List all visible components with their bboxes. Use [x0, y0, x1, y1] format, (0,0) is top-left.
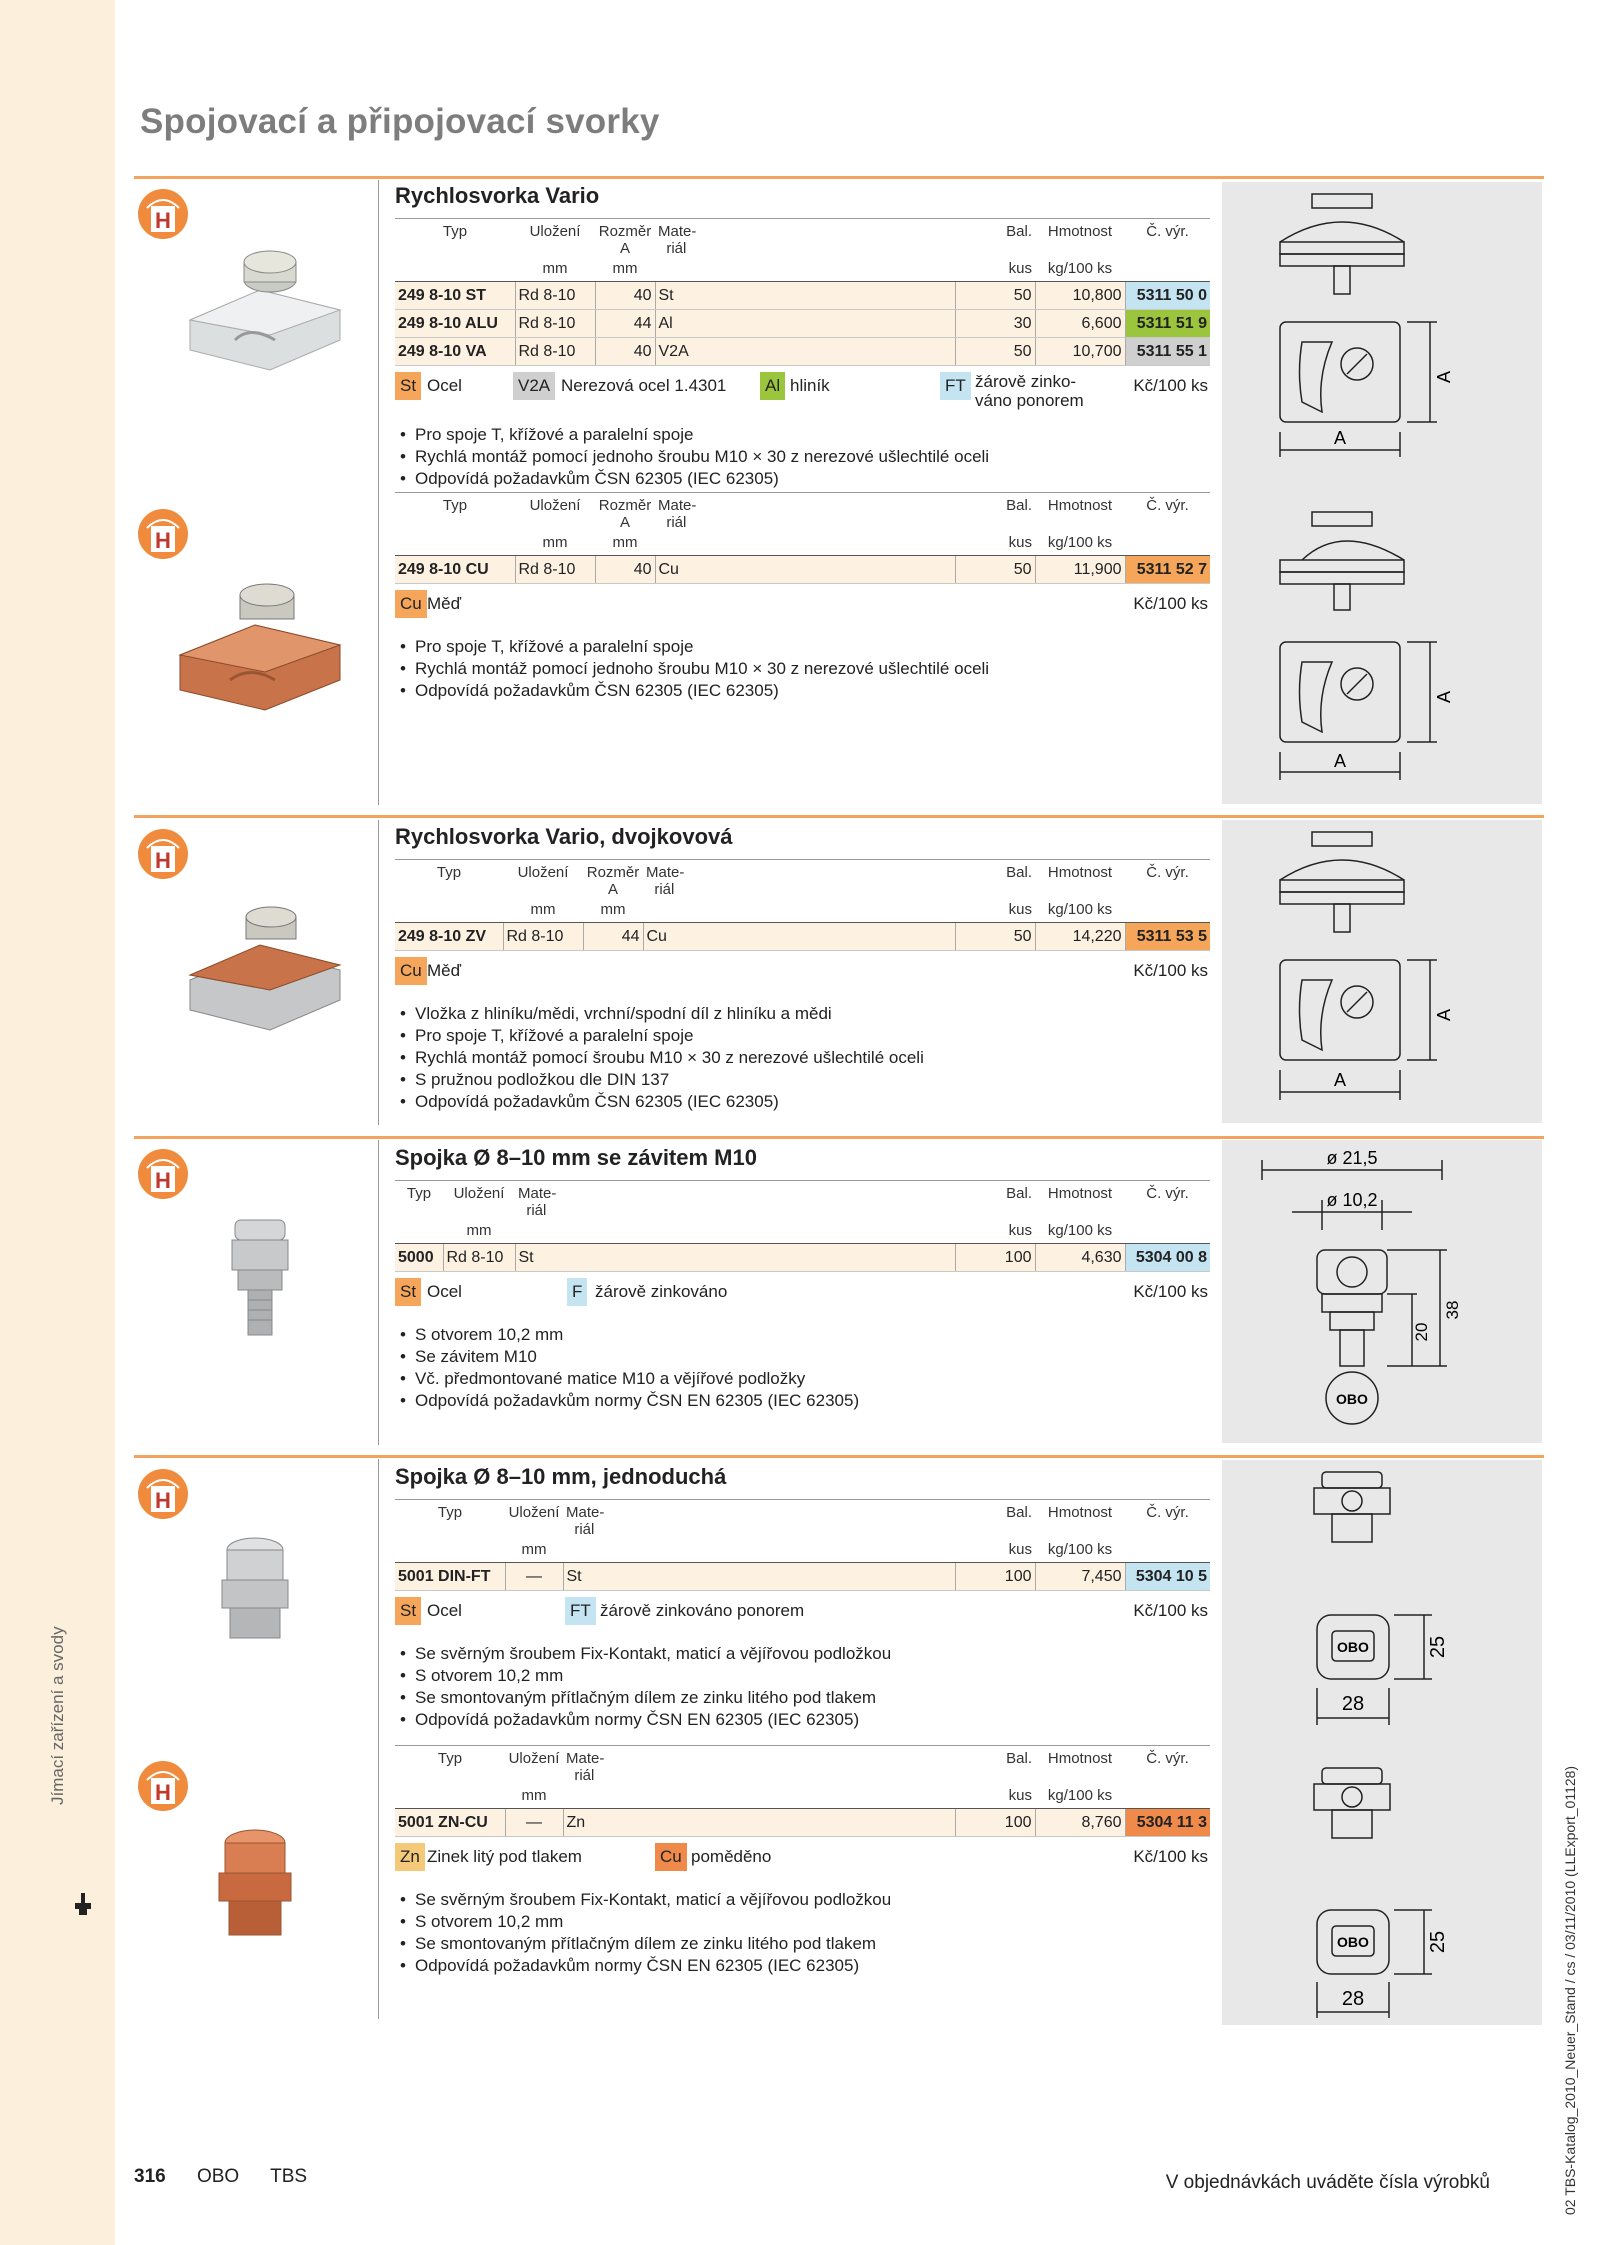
- legend-text: Měď: [427, 594, 462, 613]
- header-rozmer: Rozměr A: [583, 860, 643, 899]
- price-unit: Kč/100 ks: [1133, 961, 1208, 980]
- header-hmotnost: Hmotnost: [1035, 1181, 1125, 1220]
- cell-bal: 100: [955, 1563, 1035, 1591]
- list-item: • Odpovídá požadavkům ČSN 62305 (IEC 62305): [395, 680, 1210, 702]
- cell-bal: 100: [955, 1809, 1035, 1837]
- cell-ulozeni: Rd 8-10: [515, 282, 595, 310]
- product-photo-coupler-simple: [210, 1535, 300, 1655]
- dimension-label: A: [1434, 1008, 1454, 1022]
- section-rychlosvorka-dvojkovova: [395, 823, 1210, 1113]
- unit-kg: kg/100 ks: [1035, 1538, 1125, 1563]
- section-rule: [134, 815, 1544, 818]
- header-cvyr: Č. výr.: [1125, 219, 1210, 258]
- table-units-row: [395, 1219, 1210, 1244]
- table-row: [395, 1563, 1210, 1591]
- cell-rozmer: 40: [595, 338, 655, 366]
- cell-rozmer: 40: [595, 282, 655, 310]
- header-ulozeni: Uložení: [515, 219, 595, 258]
- header-ulozeni: Uložení: [515, 493, 595, 532]
- header-hmotnost: Hmotnost: [1035, 1746, 1125, 1785]
- cell-hmotnost: 7,450: [1035, 1563, 1125, 1591]
- cell-rozmer: 44: [583, 923, 643, 951]
- header-ulozeni: Uložení: [505, 1500, 563, 1539]
- list-item: • Se smontovaným přítlačným dílem ze zinku litého pod tlakem: [395, 1933, 1210, 1955]
- dimension-label: 25: [1427, 1635, 1449, 1659]
- feature-list: [395, 636, 1210, 702]
- cell-ulozeni: —: [505, 1809, 563, 1837]
- header-material: Mate- riál: [643, 860, 955, 899]
- list-item: • Odpovídá požadavkům ČSN 62305 (IEC 62305): [395, 1091, 1210, 1113]
- cell-typ: 5000: [395, 1244, 443, 1272]
- feature-list: [395, 424, 1210, 490]
- table-row: [395, 282, 1210, 310]
- drawing-panel: [1222, 182, 1542, 804]
- table-header-row: [395, 1746, 1210, 1785]
- legend-chip: Zn: [395, 1843, 425, 1871]
- unit-kg: kg/100 ks: [1035, 1219, 1125, 1244]
- section-title: Spojka Ø 8–10 mm, jednoduchá: [395, 1464, 727, 1489]
- header-bal: Bal.: [955, 219, 1035, 258]
- lightning-rod-icon: [73, 1893, 93, 1915]
- feature-list: [395, 1003, 1210, 1113]
- feature-list: [395, 1643, 1210, 1731]
- list-item: • Odpovídá požadavkům normy ČSN EN 62305 (IEC 62305): [395, 1955, 1210, 1977]
- list-item: • Odpovídá požadavkům ČSN 62305 (IEC 62305): [395, 468, 1210, 490]
- header-rozmer: Rozměr A: [595, 493, 655, 532]
- unit-kus: kus: [955, 1538, 1035, 1563]
- footer-series: TBS: [270, 2166, 308, 2187]
- material-legend: [395, 1597, 1210, 1637]
- spec-table: [395, 1499, 1210, 1591]
- section-rule: [134, 176, 1544, 179]
- header-ulozeni: Uložení: [503, 860, 583, 899]
- feature-list: [395, 1889, 1210, 1977]
- cell-rozmer: 40: [595, 556, 655, 584]
- section-rule: [134, 1455, 1544, 1458]
- unit-mm: mm: [515, 257, 595, 282]
- side-section-label: Jímací zařízení a svody: [48, 1626, 67, 1805]
- list-item: • Se svěrným šroubem Fix-Kontakt, maticí a vějířovou podložkou: [395, 1889, 1210, 1911]
- header-ulozeni: Uložení: [505, 1746, 563, 1785]
- legend-chip: St: [395, 1278, 421, 1306]
- section-spojka-m10: [395, 1144, 1210, 1412]
- section-title: Spojka Ø 8–10 mm se závitem M10: [395, 1145, 757, 1170]
- legend-text: Ocel: [427, 1601, 462, 1620]
- price-unit: Kč/100 ks: [1133, 1847, 1208, 1866]
- list-item: • S otvorem 10,2 mm: [395, 1665, 1210, 1687]
- section-title: Rychlosvorka Vario: [395, 183, 600, 208]
- list-item: • Rychlá montáž pomocí jednoho šroubu M10 × 30 z nerezové ušlechtilé oceli: [395, 446, 1210, 468]
- cell-material: V2A: [655, 338, 955, 366]
- list-item: • Pro spoje T, křížové a paralelní spoje: [395, 1025, 1210, 1047]
- cell-bal: 50: [955, 338, 1035, 366]
- header-bal: Bal.: [955, 1746, 1035, 1785]
- list-item: • Vč. předmontované matice M10 a vějířové podložky: [395, 1368, 1210, 1390]
- unit-mm: mm: [443, 1219, 515, 1244]
- cell-bal: 50: [955, 923, 1035, 951]
- table-units-row: [395, 257, 1210, 282]
- header-cvyr: Č. výr.: [1125, 493, 1210, 532]
- legend-text: Ocel: [427, 376, 462, 395]
- list-item: • Rychlá montáž pomocí šroubu M10 × 30 z nerezové ušlechtilé oceli: [395, 1047, 1210, 1069]
- cell-material: Zn: [563, 1809, 955, 1837]
- h-badge-icon: [137, 188, 189, 240]
- cell-typ: 249 8-10 ST: [395, 282, 515, 310]
- h-badge-icon: [137, 508, 189, 560]
- column-divider: [378, 180, 379, 805]
- table-header-row: [395, 860, 1210, 899]
- unit-mm: mm: [583, 898, 643, 923]
- cell-bal: 30: [955, 310, 1035, 338]
- list-item: • Pro spoje T, křížové a paralelní spoje: [395, 424, 1210, 446]
- dimension-label: A: [1434, 690, 1454, 704]
- price-unit: Kč/100 ks: [1133, 376, 1208, 395]
- header-hmotnost: Hmotnost: [1035, 219, 1125, 258]
- unit-kus: kus: [955, 1219, 1035, 1244]
- unit-mm: mm: [505, 1538, 563, 1563]
- cell-material: Cu: [655, 556, 955, 584]
- list-item: • Rychlá montáž pomocí jednoho šroubu M10 × 30 z nerezové ušlechtilé oceli: [395, 658, 1210, 680]
- page-number: 316: [134, 2166, 166, 2187]
- svg-text:H: H: [155, 1488, 171, 1513]
- cell-ulozeni: Rd 8-10: [503, 923, 583, 951]
- legend-chip: St: [395, 1597, 421, 1625]
- material-legend: [395, 372, 1210, 418]
- spec-table: [395, 218, 1210, 366]
- header-hmotnost: Hmotnost: [1035, 1500, 1125, 1539]
- legend-text: poměděno: [691, 1847, 772, 1866]
- table-header-row: [395, 1500, 1210, 1539]
- legend-chip: Cu: [655, 1843, 687, 1871]
- unit-kus: kus: [955, 1784, 1035, 1809]
- svg-text:H: H: [155, 208, 171, 233]
- footer-left: [134, 2166, 333, 2188]
- cell-ulozeni: Rd 8-10: [515, 338, 595, 366]
- cell-bal: 100: [955, 1244, 1035, 1272]
- header-material: Mate- riál: [655, 493, 955, 532]
- legend-chip: St: [395, 372, 421, 400]
- cell-typ: 249 8-10 VA: [395, 338, 515, 366]
- section-rule: [134, 1136, 1544, 1139]
- legend-chip: Cu: [395, 957, 427, 985]
- header-material: Mate- riál: [655, 219, 955, 258]
- cell-article-number: 5311 51 9: [1125, 310, 1210, 338]
- legend-chip: FT: [940, 372, 971, 400]
- legend-chip: Al: [760, 372, 785, 400]
- header-typ: Typ: [395, 1746, 505, 1785]
- product-photo-vario-copper: [170, 570, 350, 720]
- header-cvyr: Č. výr.: [1125, 860, 1210, 899]
- unit-mm: mm: [505, 1784, 563, 1809]
- table-header-row: [395, 219, 1210, 258]
- legend-text: žárově zinkováno ponorem: [600, 1601, 805, 1620]
- cell-article-number: 5311 55 1: [1125, 338, 1210, 366]
- cell-typ: 5001 DIN-FT: [395, 1563, 505, 1591]
- cell-rozmer: 44: [595, 310, 655, 338]
- cell-ulozeni: Rd 8-10: [443, 1244, 515, 1272]
- header-cvyr: Č. výr.: [1125, 1746, 1210, 1785]
- list-item: • Odpovídá požadavkům normy ČSN EN 62305 (IEC 62305): [395, 1709, 1210, 1731]
- legend-chip: Cu: [395, 590, 427, 618]
- header-typ: Typ: [395, 1500, 505, 1539]
- table-units-row: [395, 531, 1210, 556]
- header-typ: Typ: [395, 493, 515, 532]
- material-legend: [395, 590, 1210, 630]
- svg-text:H: H: [155, 1168, 171, 1193]
- header-bal: Bal.: [955, 493, 1035, 532]
- cell-ulozeni: Rd 8-10: [515, 556, 595, 584]
- header-typ: Typ: [395, 860, 503, 899]
- cell-hmotnost: 11,900: [1035, 556, 1125, 584]
- header-ulozeni: Uložení: [443, 1181, 515, 1220]
- cell-article-number: 5311 50 0: [1125, 282, 1210, 310]
- cell-bal: 50: [955, 556, 1035, 584]
- header-material: Mate- riál: [563, 1746, 955, 1785]
- technical-drawing-vario: [1222, 182, 1542, 804]
- header-material: Mate- riál: [563, 1500, 955, 1539]
- cell-hmotnost: 10,700: [1035, 338, 1125, 366]
- footer-brand: OBO: [196, 2166, 240, 2187]
- material-legend: [395, 1843, 1210, 1883]
- h-badge-icon: [137, 1760, 189, 1812]
- dimension-label: 20: [1412, 1322, 1431, 1342]
- legend-chip: FT: [565, 1597, 596, 1625]
- dimension-label: A: [1333, 428, 1347, 448]
- cell-hmotnost: 8,760: [1035, 1809, 1125, 1837]
- cell-article-number: 5304 10 5: [1125, 1563, 1210, 1591]
- header-hmotnost: Hmotnost: [1035, 860, 1125, 899]
- table-row: [395, 338, 1210, 366]
- table-row: [395, 1244, 1210, 1272]
- legend-text: žárově zinko- váno ponorem: [975, 372, 1084, 410]
- cell-article-number: 5304 11 3: [1125, 1809, 1210, 1837]
- spec-table: [395, 1745, 1210, 1837]
- cell-material: Al: [655, 310, 955, 338]
- cell-typ: 249 8-10 ALU: [395, 310, 515, 338]
- cell-article-number: 5311 53 5: [1125, 923, 1210, 951]
- feature-list: [395, 1324, 1210, 1412]
- unit-kg: kg/100 ks: [1035, 531, 1125, 556]
- production-note: 02 TBS-Katalog_2010_Neuer_Stand / cs / 03/11/2010 (LLExport_01128): [1562, 1765, 1578, 2215]
- cell-article-number: 5304 00 8: [1125, 1244, 1210, 1272]
- svg-text:H: H: [155, 848, 171, 873]
- h-badge-icon: [137, 828, 189, 880]
- header-typ: Typ: [395, 219, 515, 258]
- legend-text: Ocel: [427, 1282, 462, 1301]
- cell-typ: 5001 ZN-CU: [395, 1809, 505, 1837]
- price-unit: Kč/100 ks: [1133, 1282, 1208, 1301]
- header-bal: Bal.: [955, 1500, 1035, 1539]
- table-header-row: [395, 1181, 1210, 1220]
- material-legend: [395, 957, 1210, 997]
- spec-table: [395, 859, 1210, 951]
- cell-typ: 249 8-10 CU: [395, 556, 515, 584]
- unit-kg: kg/100 ks: [1035, 1784, 1125, 1809]
- cell-hmotnost: 14,220: [1035, 923, 1125, 951]
- unit-kg: kg/100 ks: [1035, 898, 1125, 923]
- section-title: Rychlosvorka Vario, dvojkovová: [395, 824, 733, 849]
- product-photo-coupler-copper: [205, 1825, 305, 1950]
- table-row: [395, 310, 1210, 338]
- legend-text: hliník: [790, 376, 830, 395]
- price-unit: Kč/100 ks: [1133, 594, 1208, 613]
- column-divider: [378, 820, 379, 1125]
- list-item: • S otvorem 10,2 mm: [395, 1911, 1210, 1933]
- header-hmotnost: Hmotnost: [1035, 493, 1125, 532]
- list-item: • S pružnou podložkou dle DIN 137: [395, 1069, 1210, 1091]
- list-item: • Se závitem M10: [395, 1346, 1210, 1368]
- list-item: • Se smontovaným přítlačným dílem ze zinku litého pod tlakem: [395, 1687, 1210, 1709]
- cell-hmotnost: 10,800: [1035, 282, 1125, 310]
- cell-typ: 249 8-10 ZV: [395, 923, 503, 951]
- cell-material: St: [655, 282, 955, 310]
- drawing-panel: [1222, 1140, 1542, 1443]
- cell-material: St: [515, 1244, 955, 1272]
- cell-article-number: 5311 52 7: [1125, 556, 1210, 584]
- left-margin-strip: [0, 0, 115, 2245]
- header-cvyr: Č. výr.: [1125, 1500, 1210, 1539]
- unit-mm: mm: [503, 898, 583, 923]
- obo-logo-mark: OBO: [1336, 1391, 1368, 1407]
- product-photo-vario-clamp: [180, 240, 350, 380]
- dimension-label: ø 10,2: [1326, 1190, 1378, 1210]
- header-bal: Bal.: [955, 1181, 1035, 1220]
- cell-ulozeni: Rd 8-10: [515, 310, 595, 338]
- svg-text:H: H: [155, 528, 171, 553]
- cell-material: St: [563, 1563, 955, 1591]
- table-units-row: [395, 1784, 1210, 1809]
- technical-drawing-bimetal: [1222, 820, 1542, 1123]
- unit-mm: mm: [595, 257, 655, 282]
- column-divider: [378, 1140, 379, 1445]
- svg-text:H: H: [155, 1780, 171, 1805]
- material-legend: [395, 1278, 1210, 1318]
- unit-mm: mm: [595, 531, 655, 556]
- unit-kus: kus: [955, 898, 1035, 923]
- dimension-label: 28: [1341, 1693, 1365, 1715]
- spec-table: [395, 492, 1210, 584]
- column-divider: [378, 1459, 379, 2019]
- legend-chip: F: [567, 1278, 587, 1306]
- table-row: [395, 556, 1210, 584]
- dimension-label: A: [1333, 1070, 1347, 1090]
- table-units-row: [395, 1538, 1210, 1563]
- dimension-label: A: [1434, 370, 1454, 384]
- unit-kus: kus: [955, 257, 1035, 282]
- dimension-label: 38: [1443, 1300, 1462, 1320]
- legend-text: Měď: [427, 961, 462, 980]
- technical-drawing-coupler-simple: [1222, 1460, 1542, 2025]
- legend-text: Zinek litý pod tlakem: [427, 1847, 582, 1866]
- list-item: • Se svěrným šroubem Fix-Kontakt, maticí a vějířovou podložkou: [395, 1643, 1210, 1665]
- dimension-label: 28: [1341, 1988, 1365, 2010]
- legend-text: Nerezová ocel 1.4301: [561, 376, 727, 395]
- product-photo-bimetal-clamp: [180, 895, 350, 1035]
- section-rychlosvorka-vario: [395, 182, 1210, 702]
- cell-hmotnost: 6,600: [1035, 310, 1125, 338]
- table-header-row: [395, 493, 1210, 532]
- header-material: Mate- riál: [515, 1181, 955, 1220]
- header-cvyr: Č. výr.: [1125, 1181, 1210, 1220]
- h-badge-icon: [137, 1148, 189, 1200]
- cell-ulozeni: —: [505, 1563, 563, 1591]
- unit-kus: kus: [955, 531, 1035, 556]
- product-photo-coupler-m10: [220, 1215, 300, 1345]
- technical-drawing-coupler-m10: [1222, 1140, 1542, 1443]
- cell-material: Cu: [643, 923, 955, 951]
- drawing-panel: [1222, 820, 1542, 1123]
- cell-bal: 50: [955, 282, 1035, 310]
- obo-logo-mark: OBO: [1337, 1639, 1369, 1655]
- drawing-panel: [1222, 1460, 1542, 2025]
- table-row: [395, 1809, 1210, 1837]
- list-item: • Vložka z hliníku/mědi, vrchní/spodní díl z hliníku a mědi: [395, 1003, 1210, 1025]
- footer-note: V objednávkách uváděte čísla výrobků: [1165, 2172, 1490, 2193]
- h-badge-icon: [137, 1468, 189, 1520]
- list-item: • S otvorem 10,2 mm: [395, 1324, 1210, 1346]
- price-unit: Kč/100 ks: [1133, 1601, 1208, 1620]
- obo-logo-mark: OBO: [1337, 1934, 1369, 1950]
- list-item: • Pro spoje T, křížové a paralelní spoje: [395, 636, 1210, 658]
- spec-table: [395, 1180, 1210, 1272]
- page-title: Spojovací a připojovací svorky: [140, 102, 660, 141]
- unit-kg: kg/100 ks: [1035, 257, 1125, 282]
- header-typ: Typ: [395, 1181, 443, 1220]
- legend-text: žárově zinkováno: [595, 1282, 728, 1301]
- section-spojka-jednoducha: [395, 1463, 1210, 1977]
- cell-hmotnost: 4,630: [1035, 1244, 1125, 1272]
- table-row: [395, 923, 1210, 951]
- dimension-label: 25: [1427, 1930, 1449, 1954]
- list-item: • Odpovídá požadavkům normy ČSN EN 62305 (IEC 62305): [395, 1390, 1210, 1412]
- dimension-label: A: [1333, 751, 1347, 771]
- dimension-label: ø 21,5: [1326, 1148, 1378, 1168]
- header-bal: Bal.: [955, 860, 1035, 899]
- table-units-row: [395, 898, 1210, 923]
- header-rozmer: Rozměr A: [595, 219, 655, 258]
- unit-mm: mm: [515, 531, 595, 556]
- legend-chip: V2A: [513, 372, 555, 400]
